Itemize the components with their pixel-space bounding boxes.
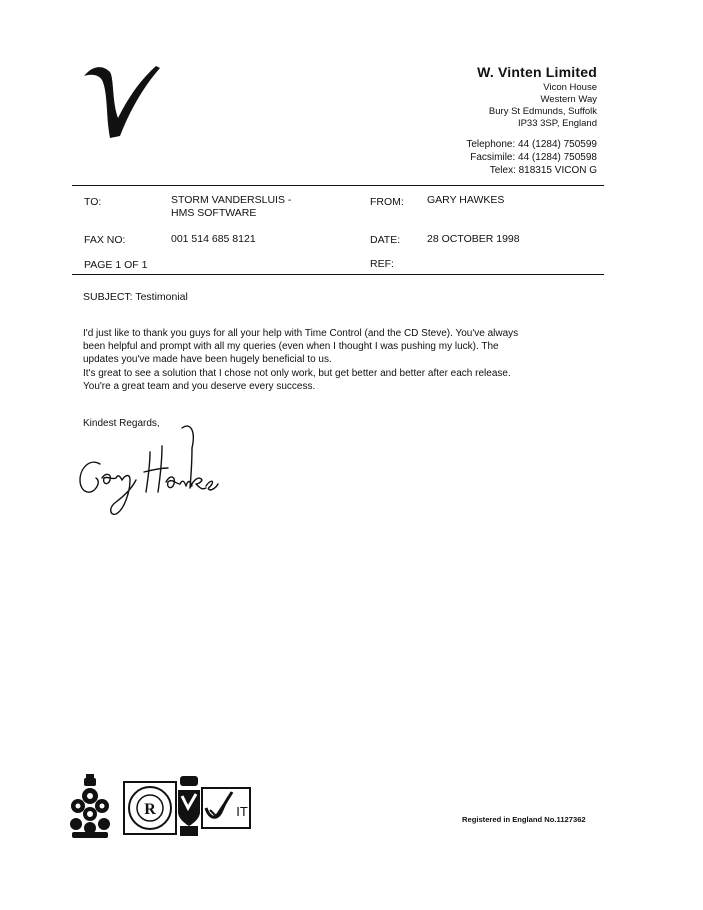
body-line: been helpful and prompt with all my queries (even when I thought I was pushing my luck). The — [83, 341, 499, 353]
company-address-block — [477, 64, 597, 130]
faxno-value: 001 514 685 8121 — [171, 233, 256, 245]
date-label: DATE: — [370, 234, 401, 246]
registration-number: Registered in England No.1127362 — [462, 815, 586, 824]
address-line: Western Way — [540, 94, 597, 105]
telex: Telex: 818315 VICON G — [489, 165, 597, 176]
page-label: PAGE 1 OF 1 — [84, 259, 148, 271]
to-value — [171, 194, 291, 220]
from-label: FROM: — [370, 196, 404, 208]
divider-top — [72, 185, 604, 186]
body-line: You're a great team and you deserve every success. — [83, 380, 316, 392]
vinten-v-logo — [80, 62, 162, 140]
company-name: W. Vinten Limited — [477, 64, 597, 80]
to-value-line: STORM VANDERSLUIS - — [171, 194, 292, 206]
subject-line: SUBJECT: Testimonial — [83, 291, 188, 303]
address-line: Bury St Edmunds, Suffolk — [488, 106, 597, 117]
to-value-line: HMS SOFTWARE — [171, 207, 257, 219]
contact-block — [466, 138, 597, 177]
closing: Kindest Regards, — [83, 418, 160, 429]
body-line: It's great to see a solution that I chose not only work, but get better and better after each release. — [83, 367, 511, 379]
divider-bottom — [72, 274, 604, 275]
telephone: Telephone: 44 (1284) 750599 — [466, 139, 597, 150]
body-line: updates you've made have been hugely beneficial to us. — [83, 354, 332, 366]
message-body — [83, 327, 613, 393]
tick-it-text: IT — [236, 804, 248, 819]
to-label: TO: — [84, 196, 102, 208]
registered-mark-text: R — [144, 801, 156, 818]
handwritten-signature — [72, 418, 222, 518]
ref-label: REF: — [370, 258, 394, 270]
date-value: 28 OCTOBER 1998 — [427, 233, 520, 245]
from-value: GARY HAWKES — [427, 194, 505, 206]
body-line: I'd just like to thank you guys for all your help with Time Control (and the CD Steve). You've always — [83, 328, 519, 339]
certification-marks — [66, 774, 256, 840]
faxno-label: FAX NO: — [84, 234, 126, 246]
address-line: IP33 3SP, England — [517, 118, 597, 129]
address-line: Vicon House — [543, 82, 597, 93]
facsimile: Facsimile: 44 (1284) 750598 — [470, 152, 597, 163]
